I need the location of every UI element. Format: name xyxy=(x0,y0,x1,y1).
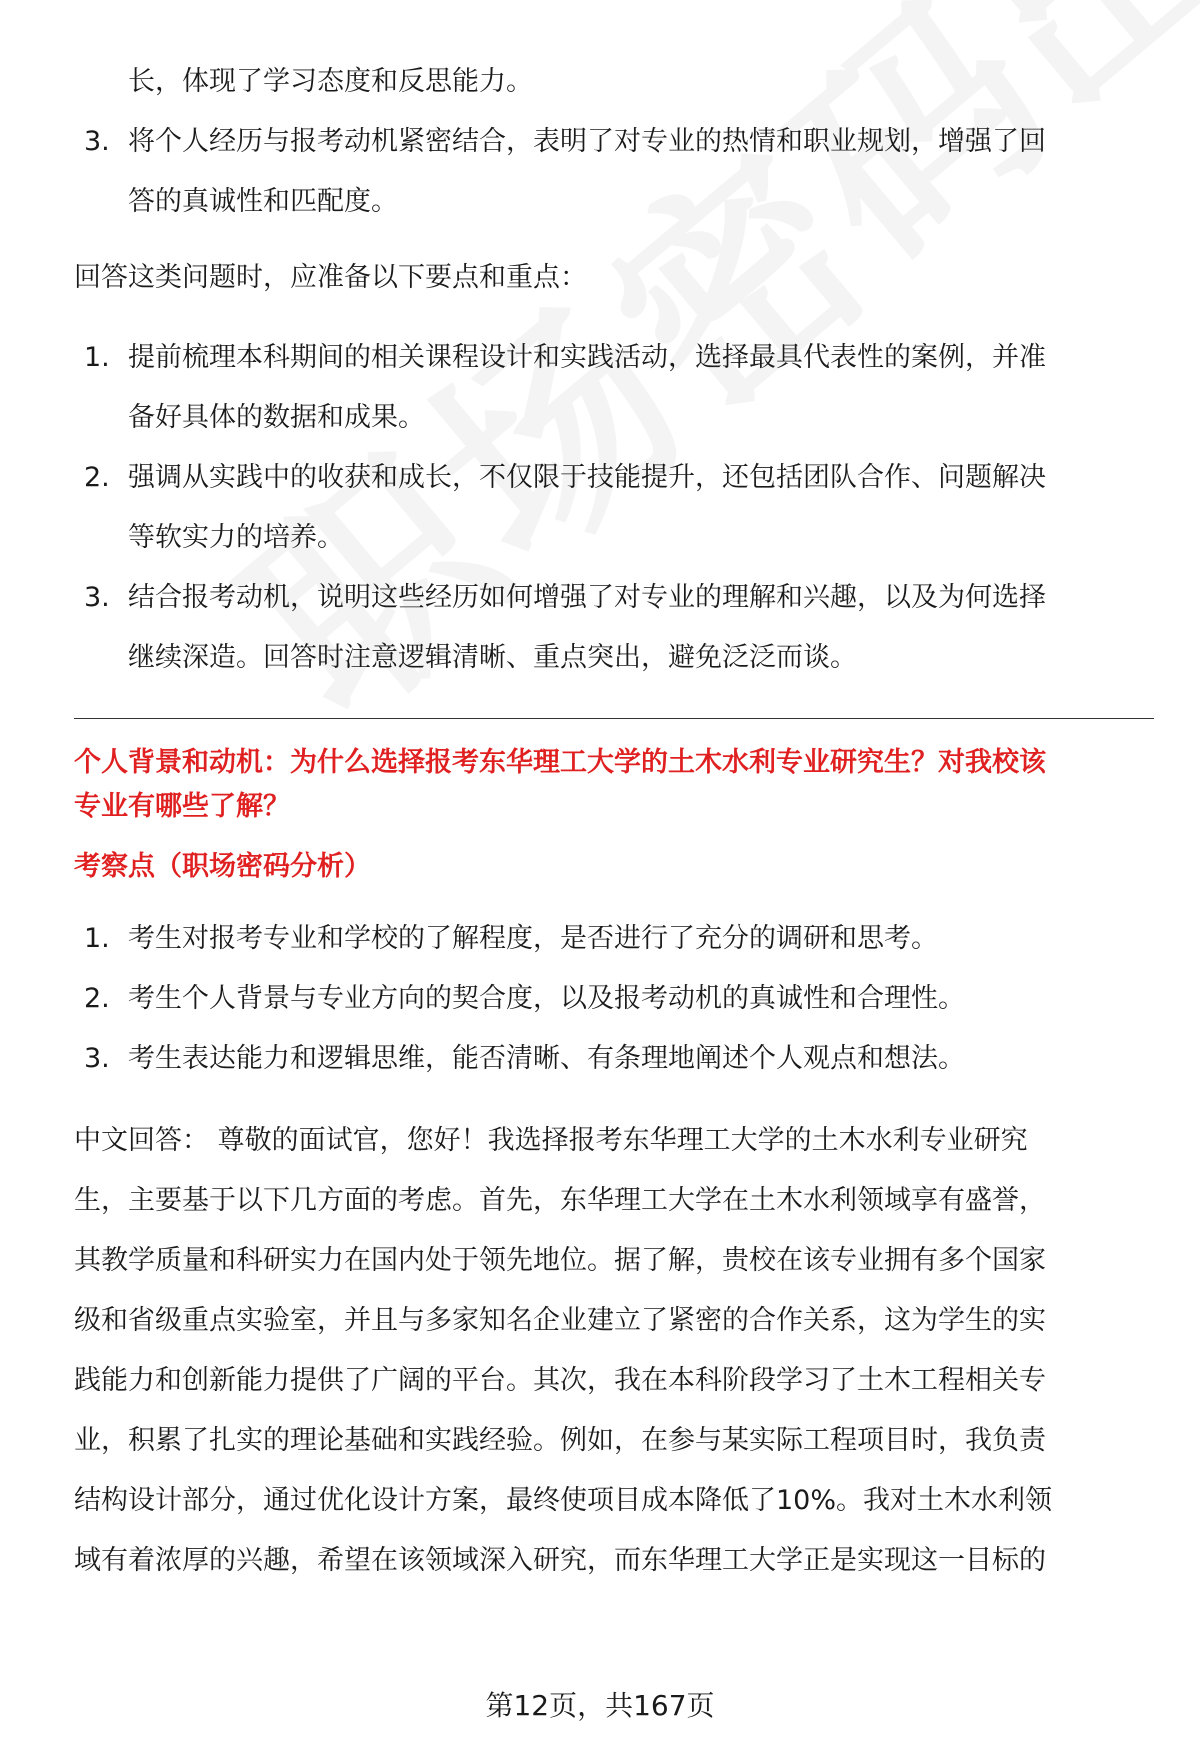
exam-list xyxy=(74,909,1154,1089)
question-heading: 个人背景和动机：为什么选择报考东华理工大学的土木水利专业研究生？对我校该 专业有哪些了解？ xyxy=(74,747,1046,822)
list-item: 2. 强调从实践中的收获和成长，不仅限于技能提升，还包括团队合作、问题解决 等软实力的培养。 xyxy=(84,462,1046,553)
prep-intro: 回答这类问题时，应准备以下要点和重点： xyxy=(74,262,587,293)
list-item: 1. 考生对报考专业和学校的了解程度，是否进行了充分的调研和思考。 xyxy=(84,923,938,954)
page-content xyxy=(74,52,1154,1591)
list-item: 2. 考生个人背景与专业方向的契合度，以及报考动机的真诚性和合理性。 xyxy=(84,983,965,1014)
list-item: 3. 将个人经历与报考动机紧密结合，表明了对专业的热情和职业规划，增强了回 答的真诚性和匹配度。 xyxy=(84,126,1046,217)
exam-heading: 考察点（职场密码分析） xyxy=(74,851,371,882)
prev-list xyxy=(74,112,1154,232)
section-divider xyxy=(74,718,1154,719)
answer-paragraph: 中文回答： 尊敬的面试官，您好！我选择报考东华理工大学的土木水利专业研究 生，主要基于以下几方面的考虑。首先，东华理工大学在土木水利领域享有盛誉， 其教学质量和科研实力在国内处于领先地位。据了解，贵校在该专业拥有多个国家 级和省级重点实验室，并且与多家知名企业建立了紧密的合作关系，这为学生的实 践能力和创新能力提供了广阔的平台。其次，我在本科阶段学习了土木工程相关专 业，积累了扎实的理论基础和实践经验。例如，在参与某实际工程项目时，我负责 结构设计部分，通过优化设计方案，最终使项目成本降低了10%。我对土木水利领 域有着浓厚的兴趣，希望在该领域深入研究，而东华理工大学正是实现这一目标的 xyxy=(74,1125,1053,1576)
list-item: 3. 结合报考动机，说明这些经历如何增强了对专业的理解和兴趣，以及为何选择 继续深造。回答时注意逻辑清晰、重点突出，避免泛泛而谈。 xyxy=(84,582,1046,673)
list-item: 3. 考生表达能力和逻辑思维，能否清晰、有条理地阐述个人观点和想法。 xyxy=(84,1043,965,1074)
prev-item-continuation: 长，体现了学习态度和反思能力。 xyxy=(128,66,533,97)
prep-list xyxy=(74,328,1154,688)
page-footer: 第12页，共167页 xyxy=(485,1689,715,1722)
list-item: 1. 提前梳理本科期间的相关课程设计和实践活动，选择最具代表性的案例，并准 备好具体的数据和成果。 xyxy=(84,342,1046,433)
